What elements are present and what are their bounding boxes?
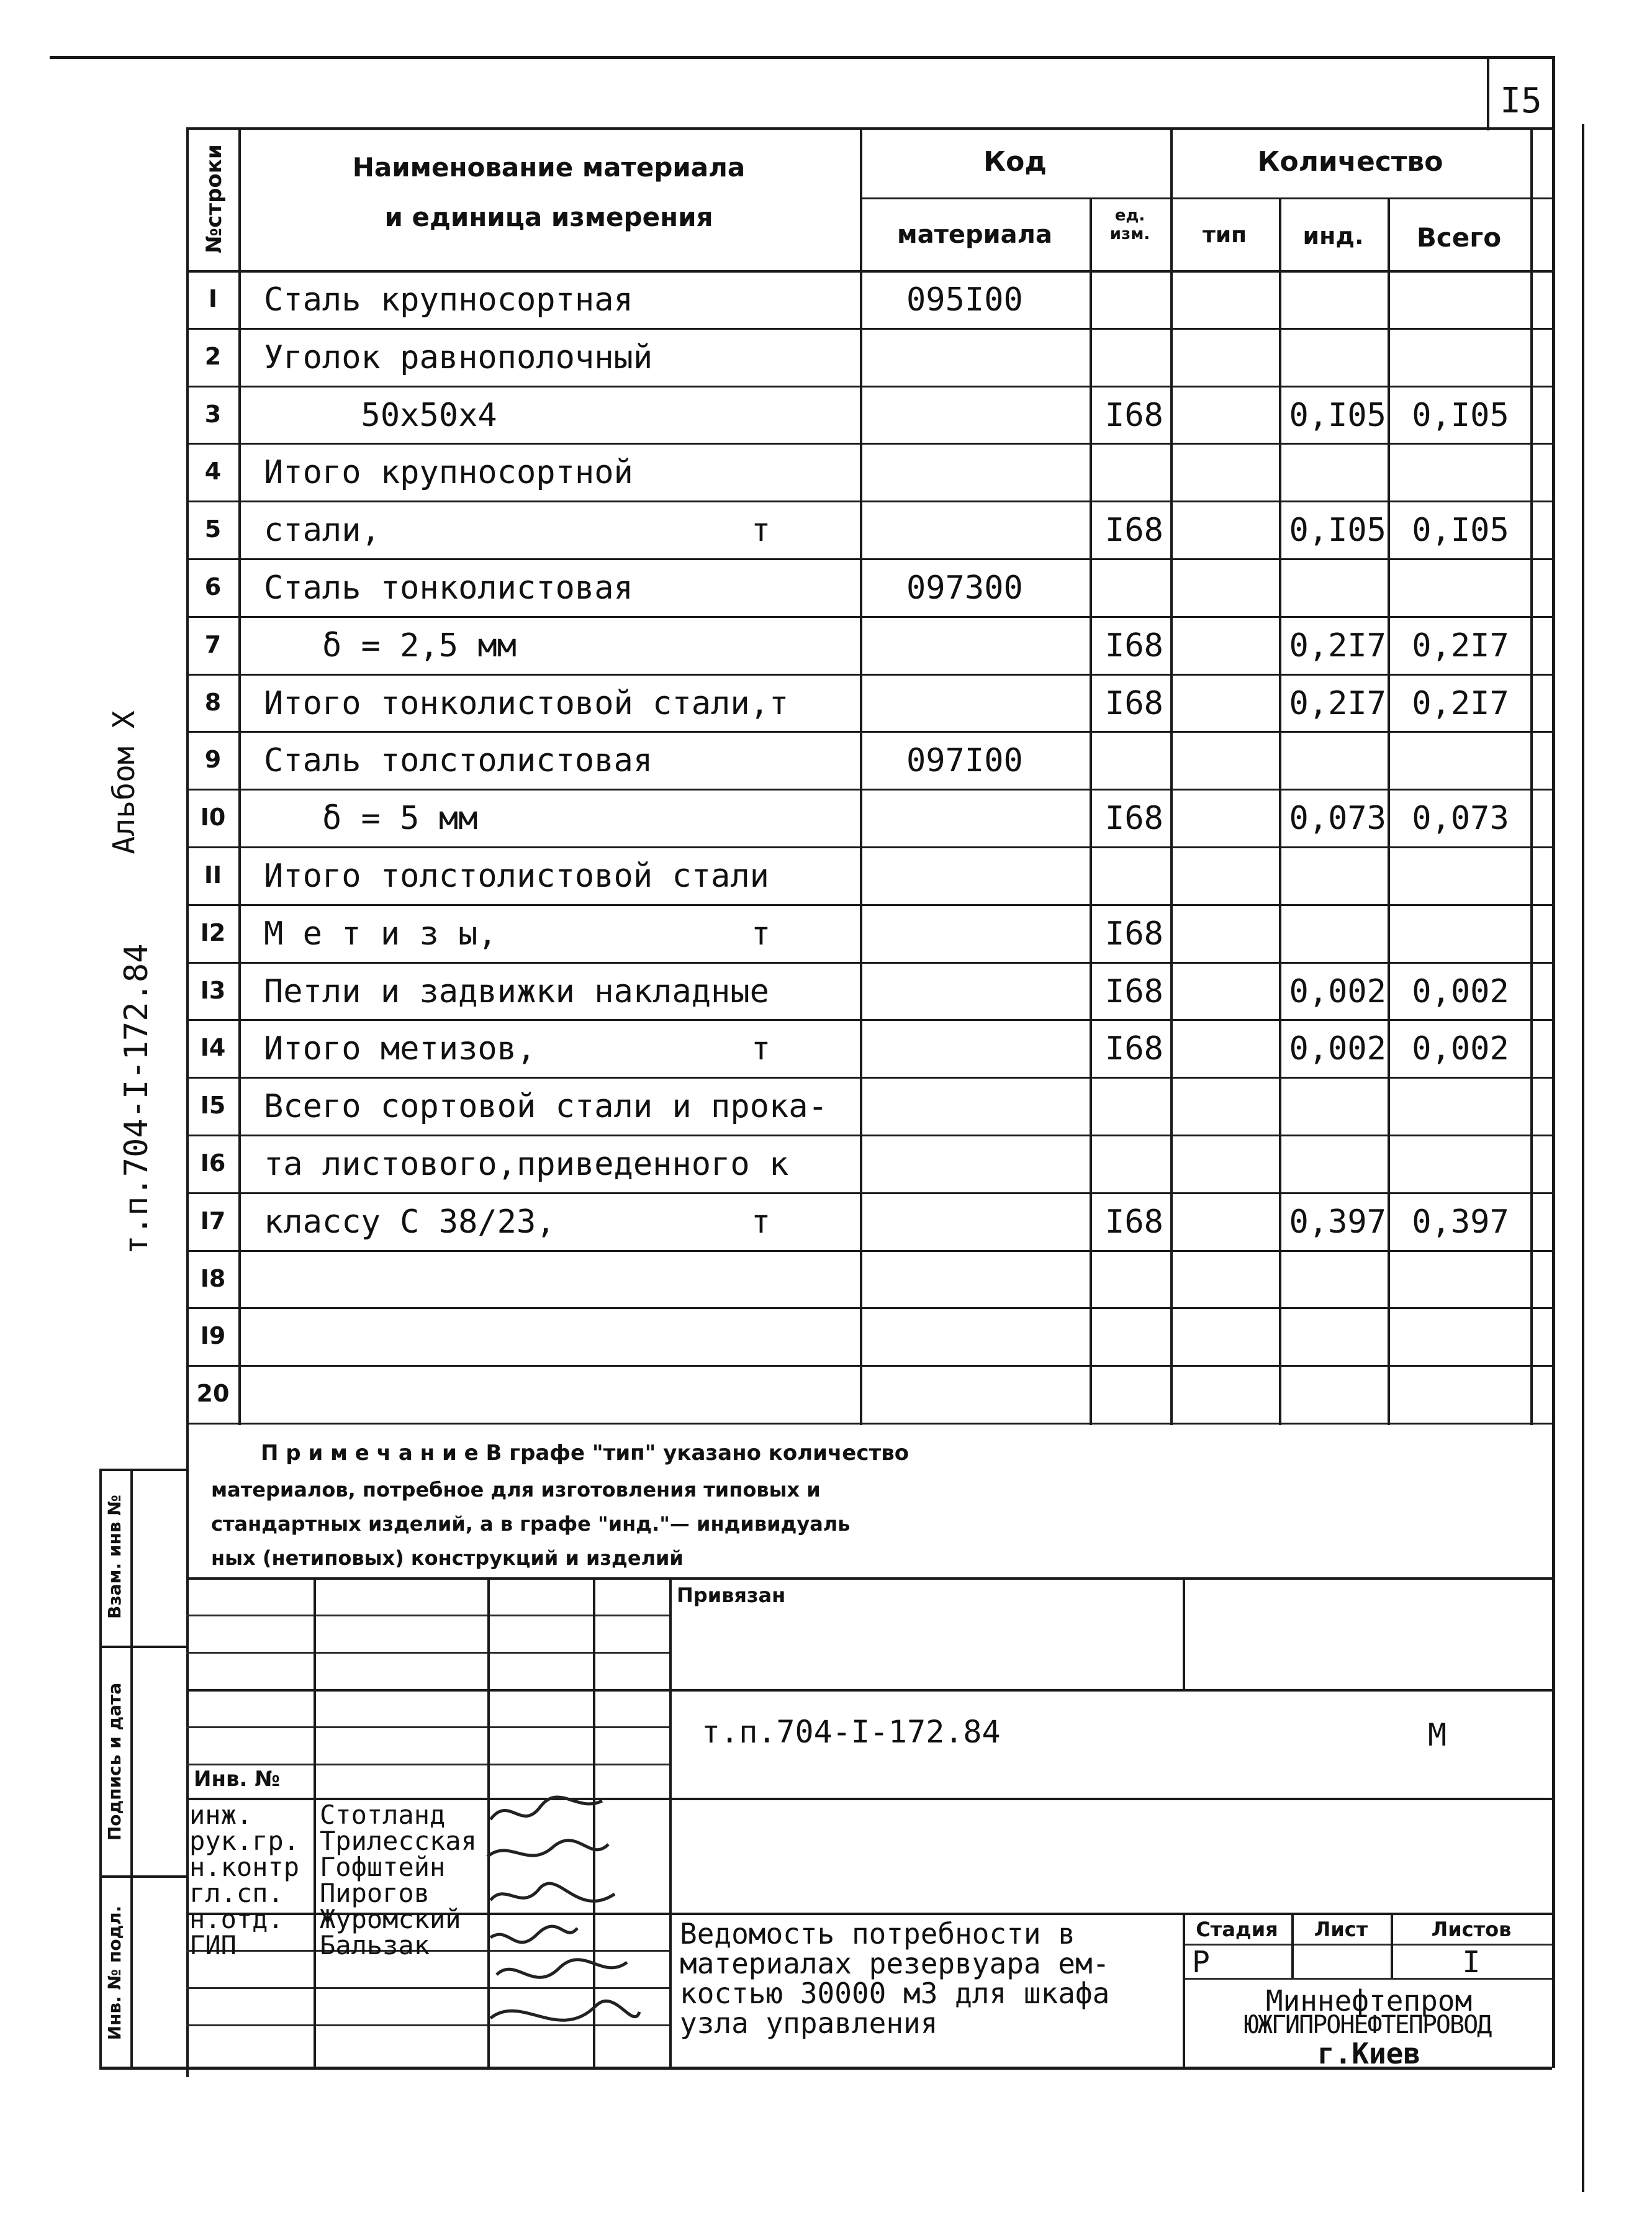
col-unit-end [1170,127,1173,1425]
row-number: 8 [204,689,222,716]
row-number: 3 [204,401,222,428]
row-name-unit: т [751,915,771,953]
stage-label: Стадия [1196,1918,1278,1941]
row-number: I3 [200,977,226,1004]
row-number: I6 [200,1149,226,1177]
row-unit: I68 [1105,397,1163,434]
staff-name: Пирогов [320,1878,430,1908]
side-strip-h1 [99,1646,186,1648]
row-line [186,789,1552,791]
row-unit: I68 [1105,915,1163,953]
row-number: 6 [204,573,222,600]
right-border [1552,56,1555,2068]
row-name: δ = 2,5 мм [264,627,517,664]
row-ind: 0,073 [1289,800,1386,837]
side-podpis-data: Подпись и дата [104,1682,125,1841]
header-code-unit: ед. изм. [1109,206,1150,243]
row-line [186,616,1552,618]
row-line [186,443,1552,445]
row-line [186,1077,1552,1079]
row-line [186,1307,1552,1309]
header-code-material: материала [897,220,1052,249]
table-top [186,127,1552,130]
row-line [186,962,1552,964]
col-code-end [1090,197,1092,1425]
stamp-h5 [186,1764,670,1765]
row-line [186,558,1552,560]
staff-role: рук.гр. [189,1826,300,1856]
side-strip-top [99,1469,186,1471]
header-bottom [186,270,1552,273]
row-name: Сталь тонколистовая [264,569,633,607]
top-border [50,56,1552,59]
row-total: 0,002 [1412,973,1509,1010]
row-line [186,1250,1552,1252]
row-name: Уголок равнополочный [264,339,653,376]
note-line1: П р и м е ч а н и е В графе "тип" указано количество [261,1441,910,1466]
row-name-unit: т [751,512,771,549]
row-line [186,1423,1552,1425]
row-number: I0 [200,804,226,831]
stamp-h2 [186,1652,670,1654]
row-line [186,501,1552,502]
staff-role: н.контр [189,1852,300,1882]
row-number: 4 [204,458,222,485]
side-strip-mid [130,1469,133,2068]
row-name: Итого метизов, [264,1030,536,1067]
row-number: 2 [204,343,222,370]
row-name: Петли и задвижки накладные [264,973,769,1010]
row-line [186,1192,1552,1194]
stamp-h4 [186,1726,670,1728]
row-number: II [204,861,222,889]
privyazan-label: Привязан [677,1583,786,1607]
staff-name: Журомский [320,1904,461,1934]
row-line [186,846,1552,848]
row-number: I2 [200,919,226,946]
row-number: I8 [200,1265,226,1292]
signature-1 [490,1797,602,1819]
stage-value: Р [1192,1945,1210,1980]
row-total: 0,073 [1412,800,1509,837]
row-name: стали, [264,512,381,549]
row-ind: 0,397 [1289,1203,1386,1241]
stamp-doc-code: т.п.704-I-172.84 [702,1714,1001,1750]
side-inv-podl: Инв. № подл. [104,1905,125,2041]
org-line2: ЮЖГИПРОНЕФТЕПРОВОД [1244,2011,1491,2039]
stamp-v1 [314,1577,316,2068]
row-ind: 0,I05 [1289,397,1386,434]
signature-4 [490,1926,577,1942]
row-name-unit: т [751,1030,771,1067]
page-number: I5 [1500,81,1542,121]
row-unit: I68 [1105,512,1163,549]
staff-name: Трилесская [320,1826,477,1856]
stamp-title [680,1919,1109,2038]
staff-name: Гофштейн [320,1852,446,1882]
row-unit: I68 [1105,685,1163,722]
row-name: Итого крупносортной [264,454,633,491]
row-number: 7 [204,631,222,658]
header-qty-type: тип [1203,222,1247,248]
row-name: Сталь толстолистовая [264,742,653,779]
row-ind: 0,002 [1289,1030,1386,1067]
row-line [186,328,1552,330]
stamp-mark: М [1428,1717,1447,1753]
header-row-no: №строки [202,144,227,253]
org-line1: Миннефтепром [1265,1984,1473,2018]
row-code: 097I00 [906,742,1023,779]
row-line [186,674,1552,676]
col-type-end [1279,197,1281,1425]
header-mid [860,197,1552,199]
stamp-v6 [1183,1913,1185,2068]
stamp-v8 [1391,1913,1393,1978]
row-total: 0,002 [1412,1030,1509,1067]
header-code: Код [983,146,1047,178]
row-number: I4 [200,1034,226,1061]
row-unit: I68 [1105,1203,1163,1241]
row-line [186,1019,1552,1021]
row-name: Сталь крупносортная [264,281,633,319]
right-edge-line [1582,124,1584,2192]
row-ind: 0,2I7 [1289,627,1386,664]
row-name-unit: т [751,1203,771,1241]
row-total: 0,397 [1412,1203,1509,1241]
stamp-title-line2: материалах резервуара ем- [680,1947,1110,1980]
stamp-h3 [186,1689,1552,1692]
row-total: 0,2I7 [1412,685,1509,722]
row-ind: 0,2I7 [1289,685,1386,722]
row-number: I [208,285,218,312]
row-unit: I68 [1105,1030,1163,1067]
page-num-box-left [1487,56,1489,130]
header-quantity: Количество [1257,146,1443,178]
row-line [186,386,1552,387]
note-line3: стандартных изделий, а в графе "инд."— индивидуаль [211,1512,851,1536]
note-line4: ных (нетиповых) конструкций и изделий [211,1546,684,1570]
side-doc-code: т.п.704-I-172.84 [118,943,155,1255]
header-qty-total: Всего [1416,222,1502,253]
album-label: Альбом X [107,710,142,854]
row-ind: 0,002 [1289,973,1386,1010]
stamp-top [186,1577,1552,1580]
staff-name: Стотланд [320,1800,446,1830]
stamp-title-line1: Ведомость потребности в [680,1917,1075,1950]
row-number: I5 [200,1092,226,1119]
row-name: 50x50x4 [264,397,497,434]
row-unit: I68 [1105,800,1163,837]
row-name: Итого толстолистовой стали [264,858,769,895]
stamp-title-line3: костью 30000 м3 для шкафа [680,1977,1110,2010]
note-line2: материалов, потребное для изготовления типовых и [211,1478,821,1502]
staff-role: ГИП [189,1930,237,1960]
stamp-h1 [186,1615,670,1616]
row-line [186,731,1552,733]
signature-3 [490,1883,615,1901]
row-number: 5 [204,515,222,543]
stamp-v4 [669,1577,672,2068]
row-line [186,904,1552,906]
stamp-v5 [1183,1577,1185,1689]
sheets-label: Листов [1431,1918,1512,1941]
row-name: та листового,приведенного к [264,1146,789,1183]
row-number: I7 [200,1207,226,1235]
row-number: I9 [200,1322,226,1349]
col-right [1530,127,1533,1425]
row-unit: I68 [1105,973,1163,1010]
row-name: Всего сортовой стали и прока- [264,1088,828,1125]
side-strip-h2 [99,1875,186,1878]
sheets-value: I [1462,1945,1481,1980]
staff-role: н.отд. [189,1904,284,1934]
col-name-end [860,127,862,1425]
signature-2 [487,1841,608,1857]
org-line3: г.Киев [1317,2037,1421,2070]
row-total: 0,2I7 [1412,627,1509,664]
row-code: 095I00 [906,281,1023,319]
row-name: М е т и з ы, [264,915,497,953]
signature-6 [490,2001,639,2020]
staff-name: Бальзак [320,1930,430,1960]
stamp-v7 [1291,1913,1294,1978]
row-unit: I68 [1105,627,1163,664]
stamp-title-line4: узла управления [680,2006,938,2040]
sheet-label: Лист [1314,1918,1368,1941]
row-line [186,1135,1552,1136]
header-name-line2: и единица измерения [384,202,713,232]
header-name-line1: Наименование материала [352,152,746,183]
col-ind-end [1388,197,1390,1425]
staff-role: гл.сп. [189,1878,284,1908]
row-name: δ = 5 мм [264,800,478,837]
row-number: 20 [196,1380,230,1407]
row-number: 9 [204,746,222,773]
signature-5 [497,1960,627,1978]
staff-role: инж. [189,1800,253,1830]
row-name: классу С 38/23, [264,1203,556,1241]
row-total: 0,I05 [1412,512,1509,549]
side-vzam-inv: Взам. инв № [104,1495,125,1619]
row-name: Итого тонколистовой стали,т [264,685,789,722]
row-line [186,1365,1552,1367]
signatures-drawing [484,1795,646,2055]
row-ind: 0,I05 [1289,512,1386,549]
header-qty-ind: инд. [1302,222,1364,250]
inv-no-label: Инв. № [194,1767,281,1792]
row-code: 097300 [906,569,1023,607]
row-total: 0,I05 [1412,397,1509,434]
